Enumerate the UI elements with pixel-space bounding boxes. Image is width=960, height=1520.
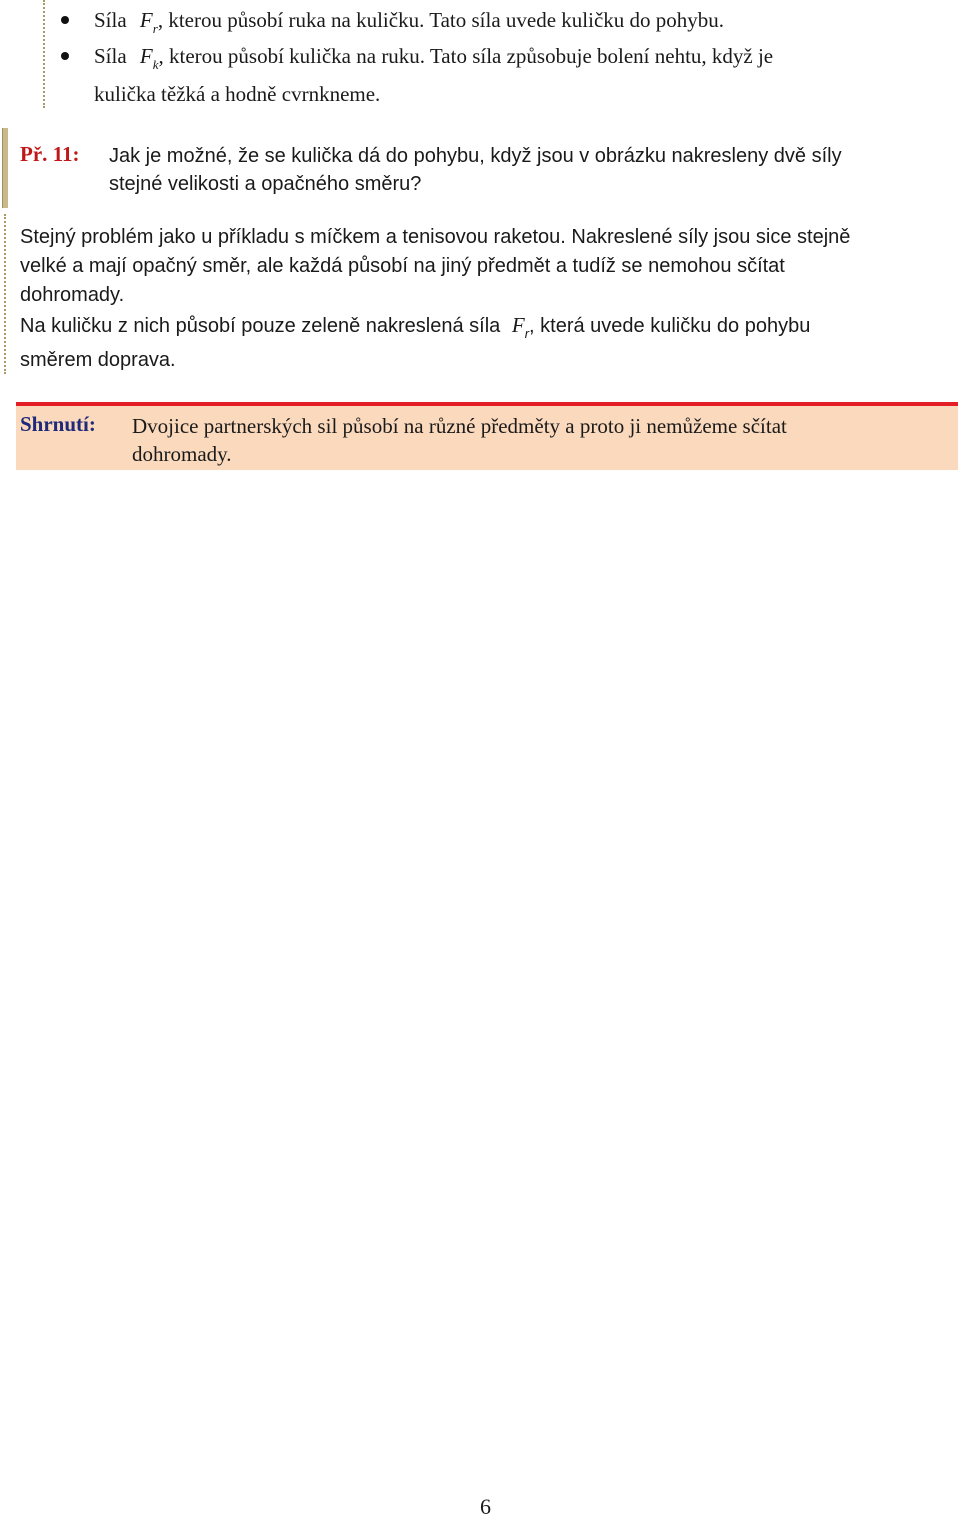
bullet-text: Síla: [94, 8, 127, 32]
example-question-line-1: Jak je možné, že se kulička dá do pohybu, když jsou v obrázku nakresleny dvě síly: [109, 145, 842, 167]
margin-marker-dotted-top: [43, 0, 45, 108]
page-number: 6: [480, 1494, 491, 1519]
force-symbol: F: [511, 313, 525, 337]
answer-line-3: dohromady.: [20, 284, 125, 306]
bullet-text: , kterou působí kulička na ruku. Tato síla způsobuje bolení nehtu, když je: [158, 44, 774, 68]
margin-marker-bar: [2, 128, 8, 208]
force-symbol: F: [139, 8, 153, 32]
example-label: Př. 11:: [20, 142, 80, 166]
bullet-icon: [61, 52, 69, 60]
answer-line-5: směrem doprava.: [20, 349, 176, 371]
summary-line-2: dohromady.: [132, 442, 232, 466]
force-symbol: F: [139, 44, 153, 68]
answer-line-4: [20, 311, 810, 342]
summary-line-1: Dvojice partnerských sil působí na různé předměty a proto ji nemůžeme sčítat: [132, 414, 787, 438]
force-subscript: r: [524, 326, 530, 341]
answer-text: , která uvede kuličku do pohybu: [529, 315, 811, 337]
answer-line-1: Stejný problém jako u příkladu s míčkem a tenisovou raketou. Nakreslené síly jsou sice stejně: [20, 226, 851, 248]
bullet-text: , kterou působí ruka na kuličku. Tato síla uvede kuličku do pohybu.: [157, 8, 725, 32]
bullet-item-2: [94, 42, 773, 73]
summary-label: Shrnutí:: [20, 412, 96, 436]
example-question-line-2: stejné velikosti a opačného směru?: [109, 173, 422, 195]
margin-marker-dotted-bottom: [4, 214, 6, 374]
bullet-icon: [61, 16, 69, 24]
force-subscript: k: [152, 57, 159, 72]
bullet-text: Síla: [94, 44, 127, 68]
answer-line-2: velké a mají opačný směr, ale každá působí na jiný předmět a tudíž se nemohou sčítat: [20, 255, 785, 277]
summary-box: [16, 402, 958, 470]
force-subscript: r: [152, 21, 158, 36]
bullet-item-1: [94, 6, 724, 37]
bullet-item-2-continuation: kulička těžká a hodně cvrnkneme.: [94, 82, 381, 106]
answer-text: Na kuličku z nich působí pouze zeleně nakreslená síla: [20, 315, 501, 337]
